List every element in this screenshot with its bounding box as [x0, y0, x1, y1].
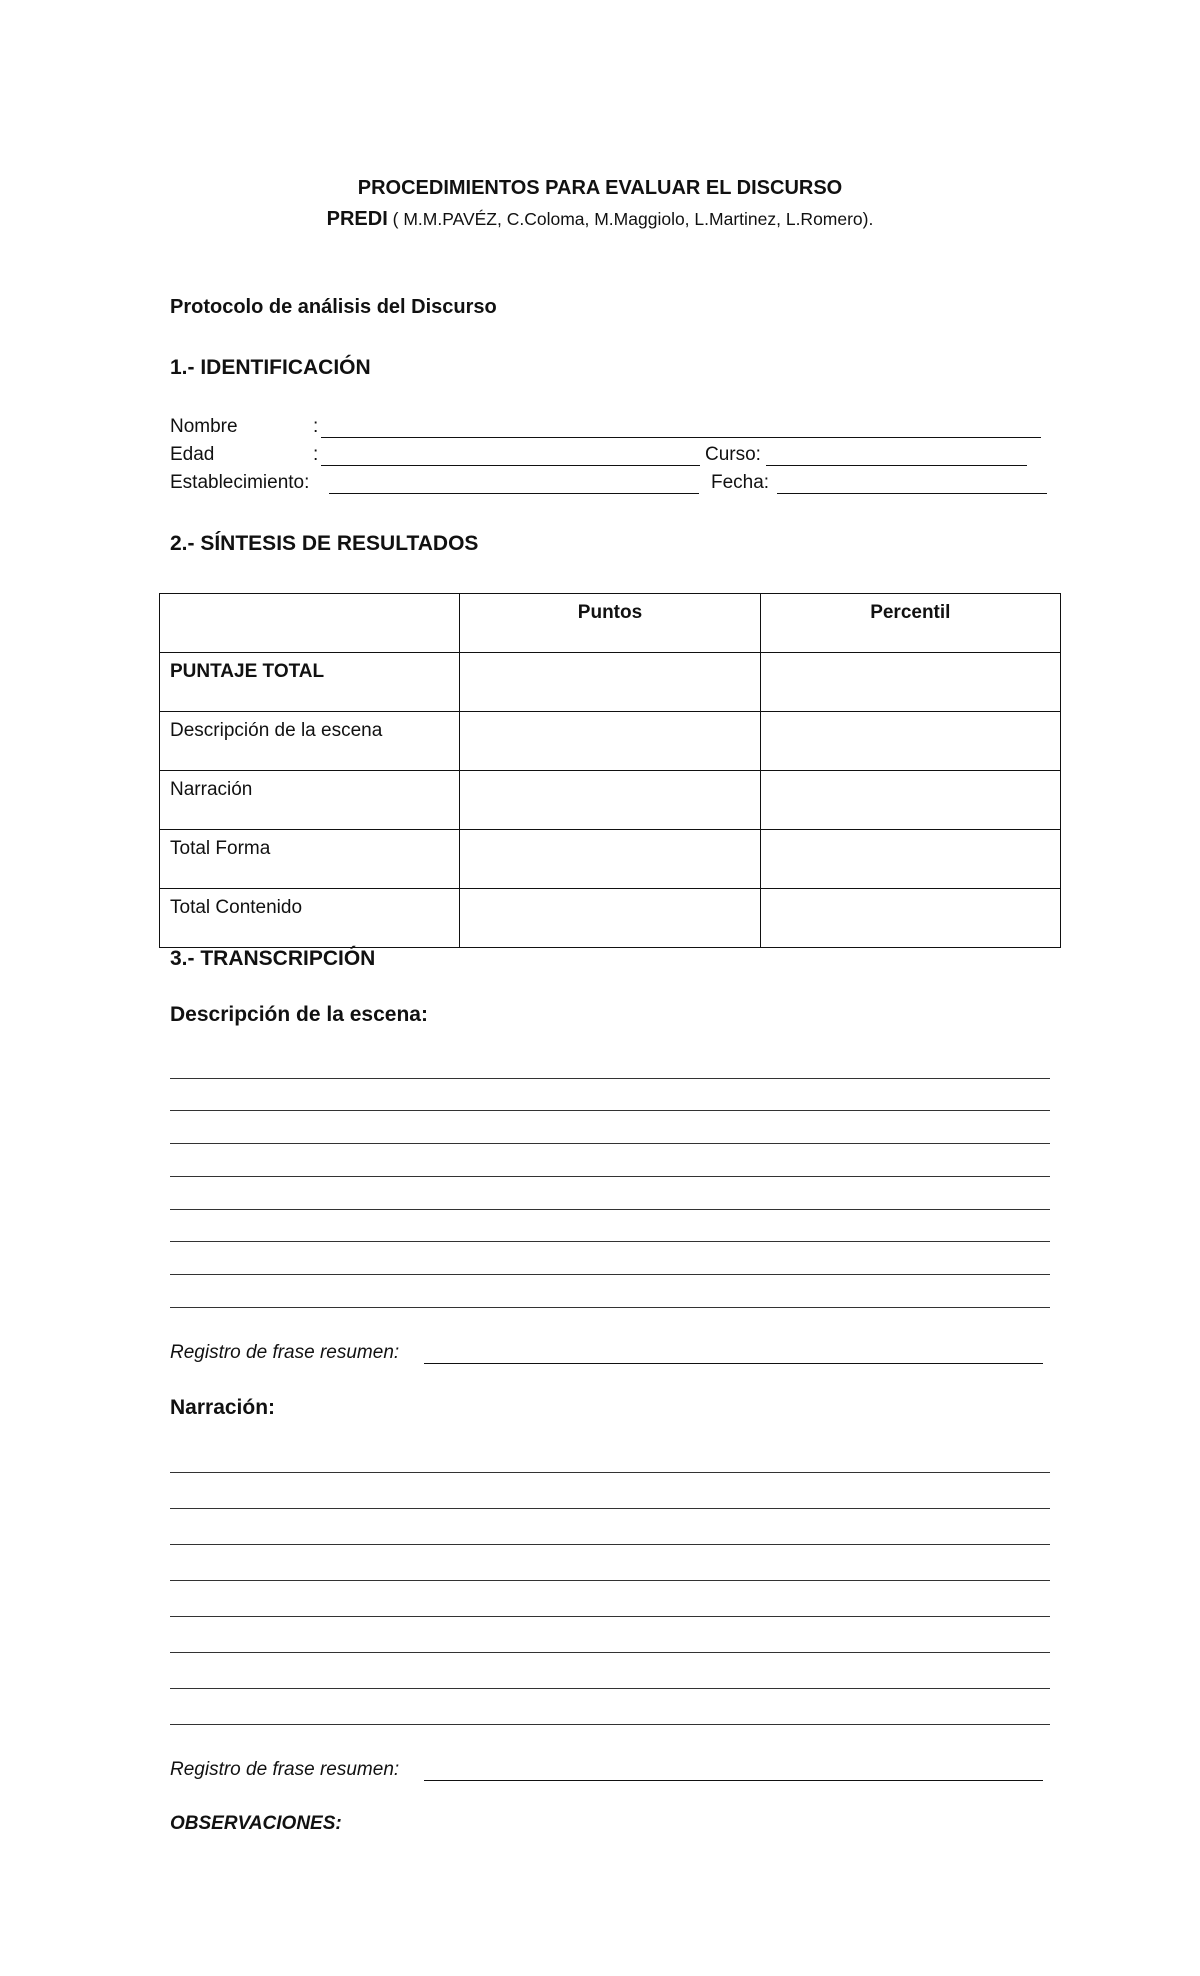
percentile-cell[interactable] — [760, 712, 1060, 771]
table-header-row — [160, 594, 1061, 653]
table-row — [160, 830, 1061, 889]
narration-writing-line[interactable] — [170, 1472, 1050, 1473]
protocol-title: Protocolo de análisis del Discurso — [170, 296, 497, 318]
transcription-heading: 3.- TRANSCRIPCIÓN — [170, 947, 376, 970]
scene-description-heading: Descripción de la escena: — [170, 1003, 428, 1026]
row-label-narration: Narración — [160, 771, 460, 830]
narration-writing-line[interactable] — [170, 1580, 1050, 1581]
scene-writing-line[interactable] — [170, 1274, 1050, 1275]
narration-writing-line[interactable] — [170, 1724, 1050, 1725]
scene-writing-line[interactable] — [170, 1307, 1050, 1308]
table-row — [160, 653, 1061, 712]
scene-writing-line[interactable] — [170, 1143, 1050, 1144]
age-label: Edad — [170, 444, 215, 465]
row-label-total-content: Total Contenido — [160, 889, 460, 948]
predi-acronym: PREDI — [326, 208, 388, 230]
table-row — [160, 771, 1061, 830]
date-label: Fecha: — [711, 472, 770, 493]
name-label: Nombre — [170, 416, 238, 437]
course-field[interactable] — [766, 465, 1027, 466]
document-subtitle — [0, 208, 1200, 231]
narration-heading: Narración: — [170, 1396, 276, 1419]
results-table — [159, 593, 1061, 948]
points-cell[interactable] — [460, 830, 760, 889]
name-colon: : — [313, 416, 319, 437]
narration-writing-line[interactable] — [170, 1544, 1050, 1545]
table-row — [160, 889, 1061, 948]
narration-summary-label: Registro de frase resumen: — [170, 1759, 400, 1780]
observations-heading: OBSERVACIONES: — [170, 1813, 342, 1834]
date-field[interactable] — [777, 493, 1047, 494]
narration-writing-line[interactable] — [170, 1508, 1050, 1509]
name-field[interactable] — [321, 437, 1041, 438]
narration-summary-field[interactable] — [424, 1780, 1043, 1781]
scene-writing-line[interactable] — [170, 1110, 1050, 1111]
percentile-cell[interactable] — [760, 830, 1060, 889]
points-cell[interactable] — [460, 712, 760, 771]
percentile-cell[interactable] — [760, 653, 1060, 712]
authors-list: ( M.M.PAVÉZ, C.Coloma, M.Maggiolo, L.Martinez, L.Romero). — [387, 209, 874, 229]
age-field[interactable] — [321, 465, 700, 466]
percentile-cell[interactable] — [760, 771, 1060, 830]
scene-writing-line[interactable] — [170, 1209, 1050, 1210]
header-cell-percentile: Percentil — [760, 594, 1060, 653]
scene-summary-label: Registro de frase resumen: — [170, 1342, 400, 1363]
narration-writing-line[interactable] — [170, 1616, 1050, 1617]
identification-heading: 1.- IDENTIFICACIÓN — [170, 356, 371, 379]
scene-writing-line[interactable] — [170, 1241, 1050, 1242]
narration-writing-line[interactable] — [170, 1688, 1050, 1689]
scene-summary-field[interactable] — [424, 1363, 1043, 1364]
narration-writing-line[interactable] — [170, 1652, 1050, 1653]
course-label: Curso: — [705, 444, 761, 465]
scene-writing-line[interactable] — [170, 1176, 1050, 1177]
school-field[interactable] — [329, 493, 699, 494]
header-cell-empty — [160, 594, 460, 653]
header-cell-points: Puntos — [460, 594, 760, 653]
points-cell[interactable] — [460, 771, 760, 830]
row-label-total-score: PUNTAJE TOTAL — [160, 653, 460, 712]
school-label: Establecimiento: — [170, 472, 310, 493]
results-heading: 2.- SÍNTESIS DE RESULTADOS — [170, 532, 479, 555]
points-cell[interactable] — [460, 653, 760, 712]
row-label-scene-description: Descripción de la escena — [160, 712, 460, 771]
document-title: PROCEDIMIENTOS PARA EVALUAR EL DISCURSO — [357, 177, 843, 199]
scene-writing-line[interactable] — [170, 1078, 1050, 1079]
table-row — [160, 712, 1061, 771]
age-colon: : — [313, 444, 319, 465]
row-label-total-form: Total Forma — [160, 830, 460, 889]
points-cell[interactable] — [460, 889, 760, 948]
percentile-cell[interactable] — [760, 889, 1060, 948]
